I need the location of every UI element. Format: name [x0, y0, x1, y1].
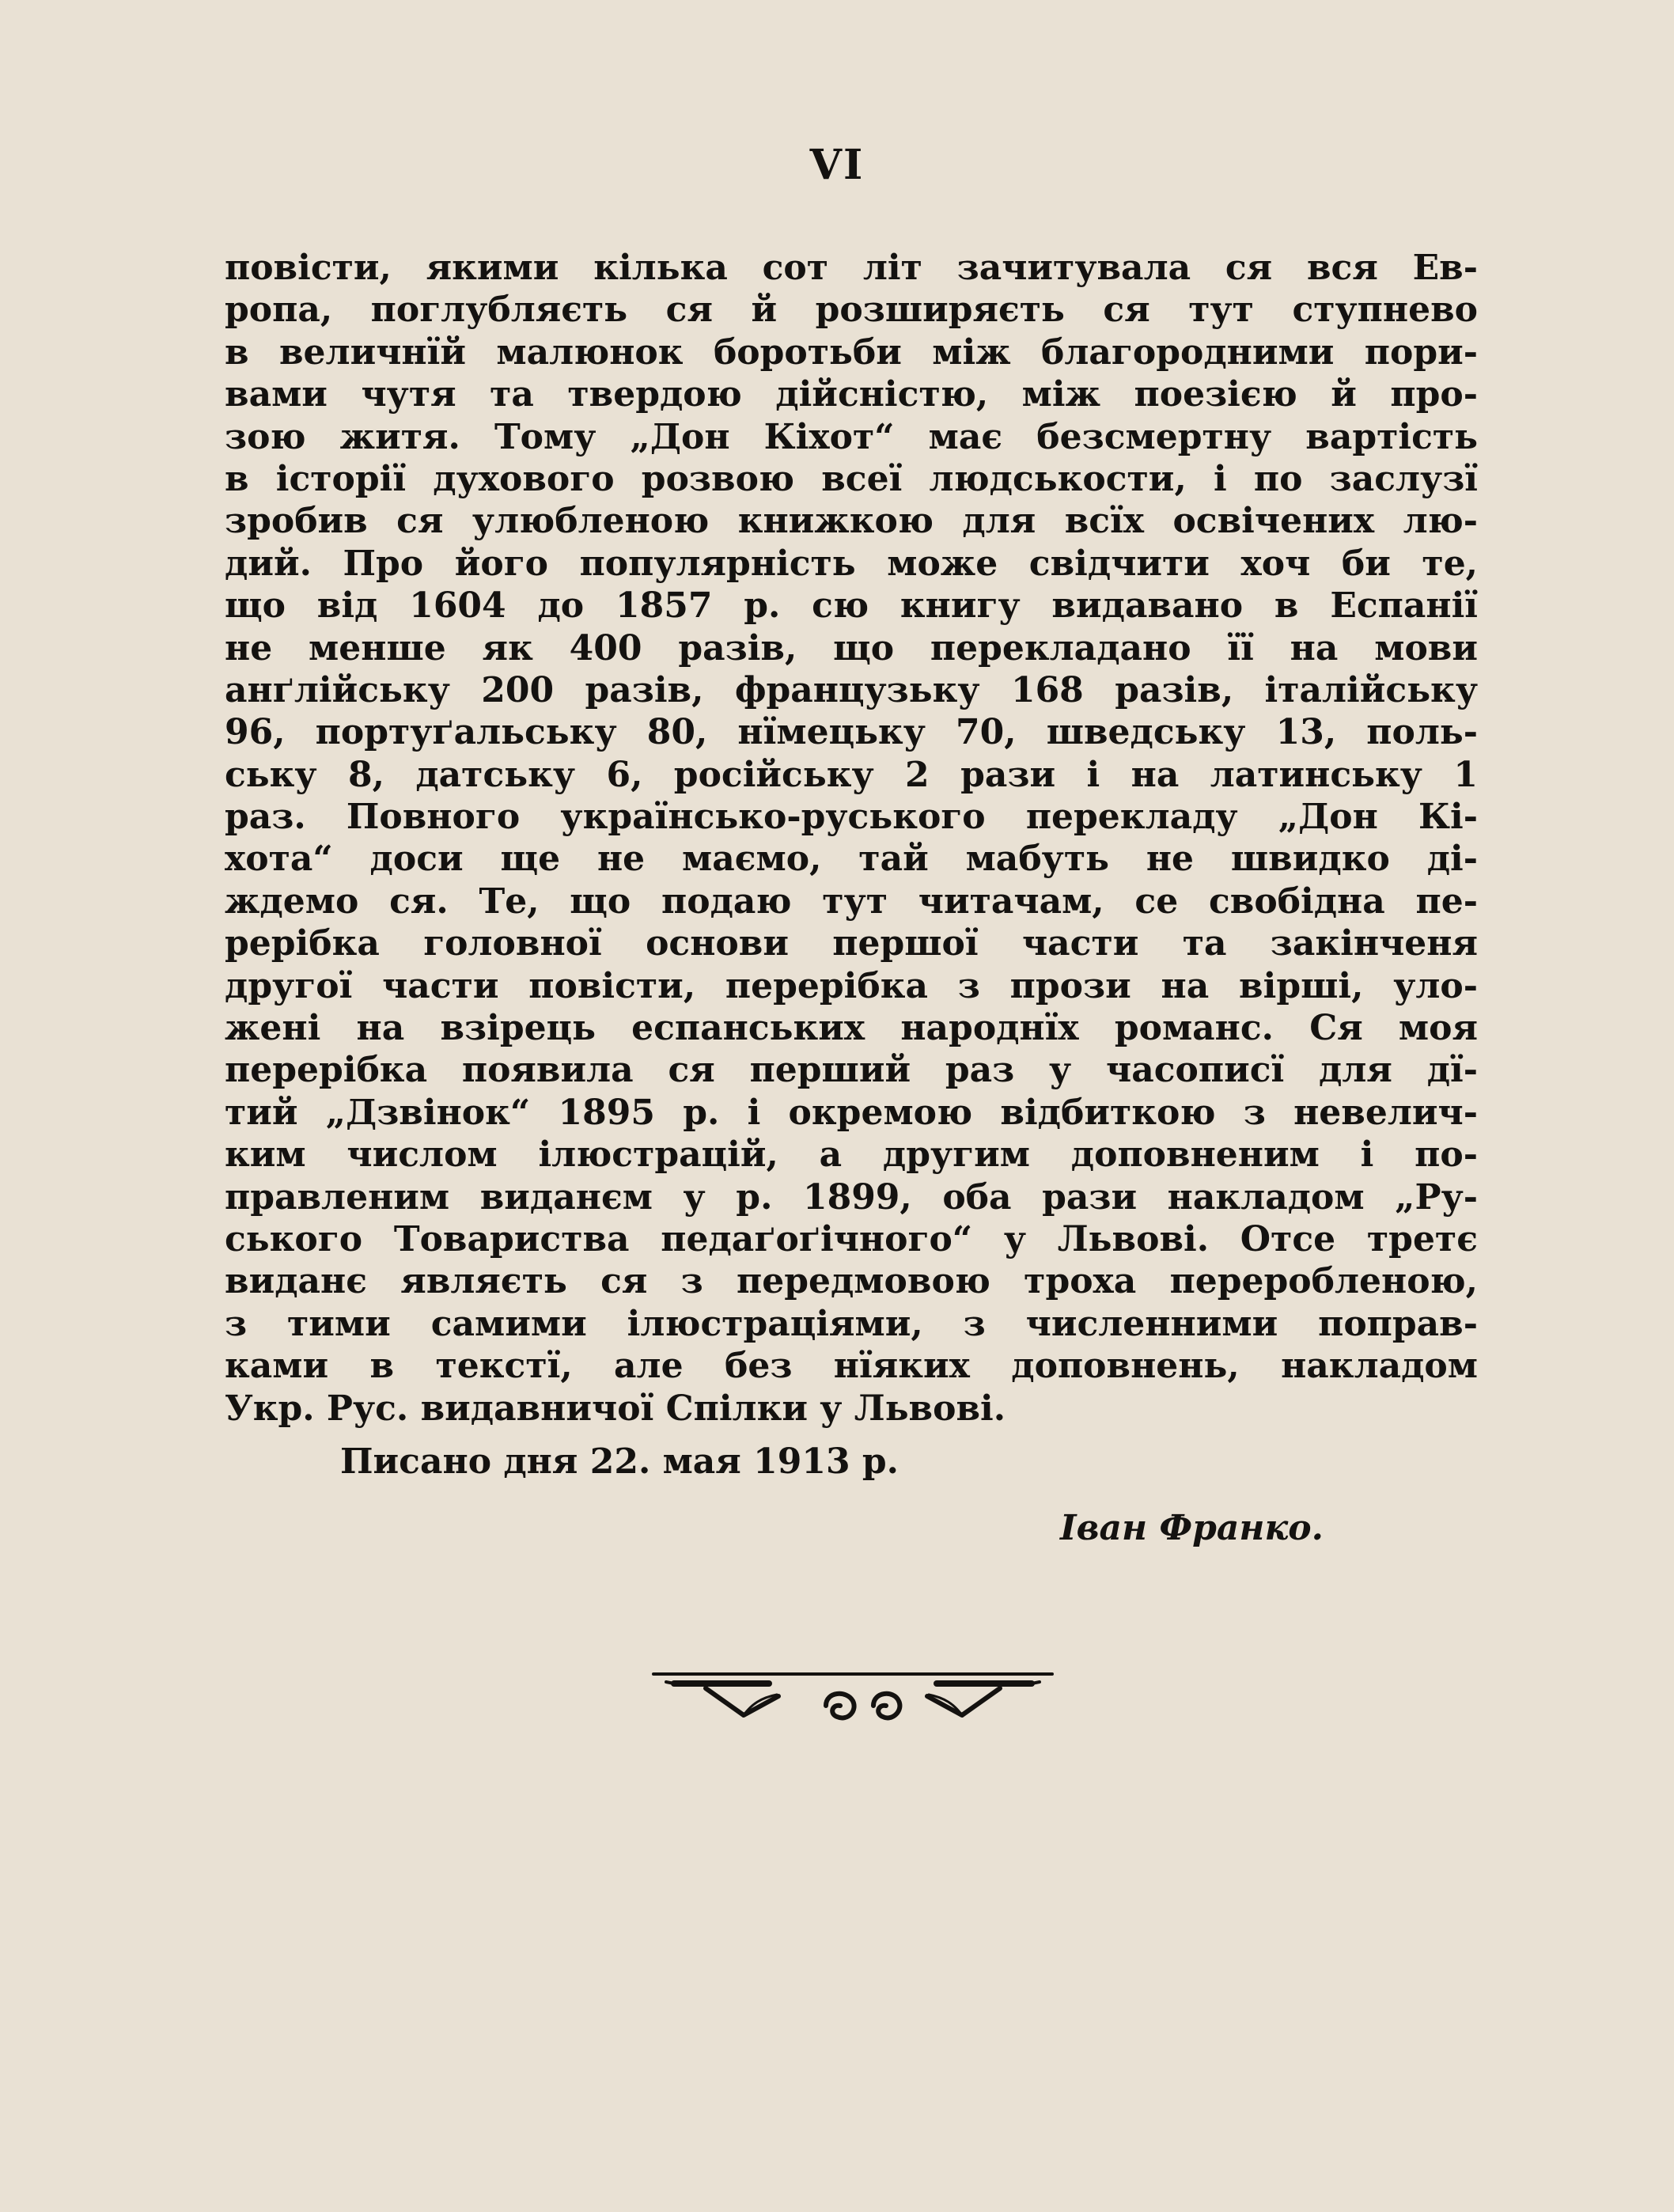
dateline: Писано дня 22. мая 1913 р.	[340, 1441, 899, 1482]
text-line: 96, портуґальську 80, нїмецьку 70, шведську 13, поль-	[225, 712, 1478, 753]
text-line: не менше як 400 разів, що перекладано її на мови	[225, 627, 1478, 669]
text-line: виданє являєть ся з передмовою троха переробленою,	[225, 1261, 1478, 1302]
page-number: VI	[809, 141, 865, 189]
text-line: з тими самими ілюстраціями, з численними поправ-	[225, 1303, 1478, 1344]
text-line: раз. Повного українсько-руського перекладу „Дон Кі-	[225, 797, 1478, 838]
text-line: зробив ся улюбленою книжкою для всїх освічених лю-	[225, 501, 1478, 542]
text-line: ками в текстї, але без нїяких доповнень, накладом	[225, 1346, 1478, 1387]
body-text	[225, 247, 1478, 1430]
text-line: правленим виданєм у р. 1899, оба рази накладом „Ру-	[225, 1176, 1478, 1218]
decorative-scroll-ornament-icon	[650, 1665, 1055, 1736]
text-line: вами чутя та твердою дійсністю, між поезією й про-	[225, 374, 1478, 415]
text-line: перерібка появила ся перший раз у часописї для дї-	[225, 1050, 1478, 1091]
text-line: рерібка головної основи першої части та закінченя	[225, 923, 1478, 964]
text-line: хота“ доси ще не маємо, тай мабуть не швидко ді-	[225, 839, 1478, 880]
text-line: дий. Про його популярність може свідчити хоч би те,	[225, 543, 1478, 584]
text-line: в історії духового розвою всеї людськости, і по заслузї	[225, 458, 1478, 499]
text-line: ропа, поглубляєть ся й розширяєть ся тут ступнево	[225, 290, 1478, 331]
text-line: ського Товариства педаґоґічного“ у Львові. Отсе третє	[225, 1218, 1478, 1259]
text-line: тий „Дзвінок“ 1895 р. і окремою відбиткою з невелич-	[225, 1092, 1478, 1133]
text-line: жені на взірець еспанських народнїх романс. Ся моя	[225, 1008, 1478, 1049]
text-line: другої части повісти, перерібка з прози на вірші, уло-	[225, 965, 1478, 1006]
text-line: що від 1604 до 1857 р. сю книгу видавано в Еспанії	[225, 585, 1478, 627]
text-line: в величнїй малюнок боротьби між благородними пори-	[225, 331, 1478, 373]
text-line: анґлійську 200 разів, французьку 168 разів, італійську	[225, 669, 1478, 710]
text-line: ким числом ілюстрацій, а другим доповненим і по-	[225, 1134, 1478, 1176]
text-line: повісти, якими кілька сот літ зачитувала ся вся Ев-	[225, 248, 1478, 288]
text-line: зою житя. Тому „Дон Кіхот“ має безсмертну вартість	[225, 416, 1478, 457]
text-line: ждемо ся. Те, що подаю тут читачам, се свобідна пе-	[225, 881, 1478, 922]
author-signature: Іван Франко.	[1060, 1508, 1324, 1548]
text-line: Укр. Рус. видавничої Спілки у Львові.	[225, 1388, 1006, 1429]
text-line: ську 8, датську 6, російську 2 рази і на латинську 1	[225, 754, 1478, 795]
